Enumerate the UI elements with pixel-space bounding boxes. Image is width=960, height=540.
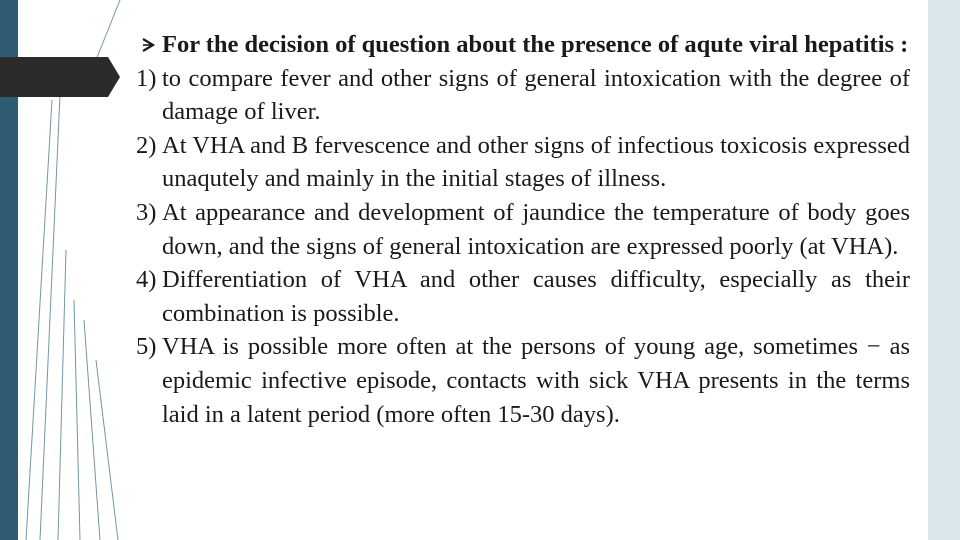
list-number: 1) [136,64,157,92]
list-item-3 [136,196,910,263]
slide-text-body [136,28,910,431]
list-number: 4) [136,266,157,294]
list-item-text: At VHA and B fervescence and other signs of infectious toxicosis expressed unaqutely and mainly in the initial stages of illness. [162,131,910,193]
list-item-2 [136,129,910,196]
arrow-bullet-icon [140,37,156,53]
list-item-1 [136,62,910,129]
slide-content [128,0,928,540]
list-item-text: VHA is possible more often at the persons of young age, sometimes − as epidemic infective episode, contacts with sick VHA presents in the terms laid in a latent period (more often 15-30 days). [162,333,910,428]
list-number: 2) [136,131,157,159]
title-tab-shape [0,57,120,97]
list-item-text: At appearance and development of jaundice the temperature of body goes down, and the signs of general intoxication are expressed poorly (at VHA). [162,198,910,260]
heading-paragraph [136,28,910,62]
list-number: 5) [136,333,157,361]
heading-text: For the decision of question about the presence of aqute viral hepatitis : [162,31,909,58]
list-item-text: to compare fever and other signs of general intoxication with the degree of damage of liver. [162,64,910,126]
list-number: 3) [136,198,157,226]
list-item-4 [136,263,910,330]
right-color-band [928,0,960,540]
list-item-5 [136,330,910,431]
list-item-text: Differentiation of VHA and other causes difficulty, especially as their combination is possible. [162,266,910,327]
